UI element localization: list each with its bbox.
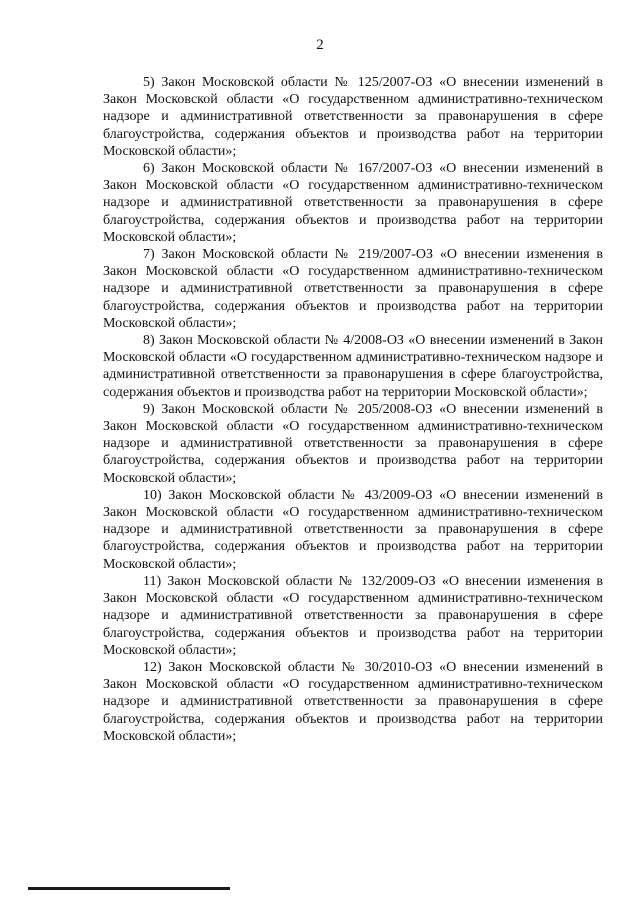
list-item: 11) Закон Московской области № 132/2009-ОЗ «О внесении изменения в Закон Московской области «О государственном административно-техническом надзоре и административной ответственности за правонарушения в сфере благоустройства, содержания объектов и производства работ на территории Московской области»; — [103, 573, 603, 658]
list-item: 12) Закон Московской области № 30/2010-ОЗ «О внесении изменений в Закон Московской области «О государственном административно-техническом надзоре и административной ответственности за правонарушения в сфере благоустройства, содержания объектов и производства работ на территории Московской области»; — [103, 659, 603, 744]
list-item: 8) Закон Московской области № 4/2008-ОЗ «О внесении изменений в Закон Московской области «О государственном административно-техническом надзоре и административной ответственности за правонарушения в сфере благоустройства, содержания объектов и производства работ на территории Московской области»; — [103, 333, 603, 400]
list-item: 7) Закон Московской области № 219/2007-ОЗ «О внесении изменения в Закон Московской области «О государственном административно-техническом надзоре и административной ответственности за правонарушения в сфере благоустройства, содержания объектов и производства работ на территории Московской области»; — [103, 247, 603, 331]
footer-divider — [28, 887, 230, 890]
list-item: 9) Закон Московской области № 205/2008-ОЗ «О внесении изменений в Закон Московской области «О государственном административно-техническом надзоре и административной ответственности за правонарушения в сфере благоустройства, содержания объектов и производства работ на территории Московской области»; — [103, 401, 603, 486]
list-item: 10) Закон Московской области № 43/2009-ОЗ «О внесении изменений в Закон Московской области «О государственном административно-техническом надзоре и административной ответственности за правонарушения в сфере благоустройства, содержания объектов и производства работ на территории Московской области»; — [103, 487, 603, 572]
law-list — [103, 74, 603, 745]
list-item: 5) Закон Московской области № 125/2007-ОЗ «О внесении изменений в Закон Московской области «О государственном административно-техническом надзоре и административной ответственности за правонарушения в сфере благоустройства, содержания объектов и производства работ на территории Московской области»; — [103, 75, 603, 159]
list-item: 6) Закон Московской области № 167/2007-ОЗ «О внесении изменений в Закон Московской области «О государственном административно-техническом надзоре и административной ответственности за правонарушения в сфере благоустройства, содержания объектов и производства работ на территории Московской области»; — [103, 161, 603, 245]
page-number: 2 — [316, 37, 324, 53]
